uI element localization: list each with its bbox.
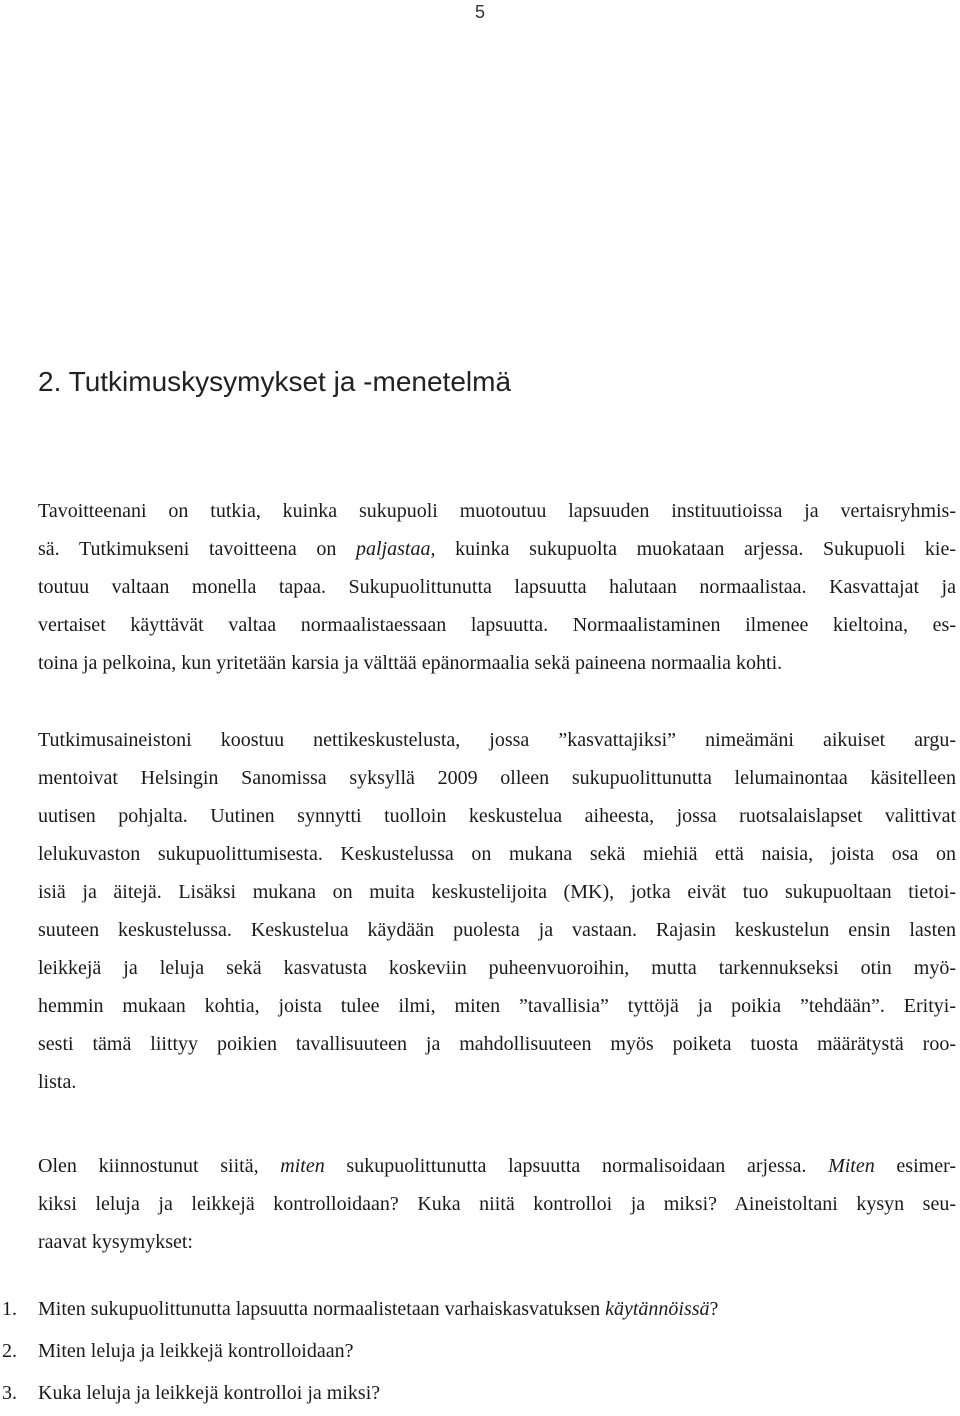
text-span: sä. Tutkimukseni tavoitteena on — [38, 538, 356, 560]
emphasis-text: miten — [280, 1155, 325, 1177]
text-span: esimer- — [874, 1155, 956, 1177]
list-item — [0, 1374, 960, 1416]
text-line: suuteen keskustelussa. Keskustelua käydään puolesta ja vastaan. Rajasin keskustelun ensin lasten — [38, 919, 956, 941]
paragraph-material — [38, 721, 956, 1101]
text-span: Olen kiinnostunut siitä, — [38, 1155, 281, 1177]
text-line: kiksi leluja ja leikkejä kontrolloidaan? Kuka niitä kontrolloi ja miksi? Aineistoltani kysyn seu- — [38, 1193, 956, 1215]
list-number: 2. — [2, 1340, 17, 1362]
text-span: sukupuolittunutta lapsuutta normalisoidaan arjessa. — [324, 1155, 829, 1177]
text-line: Tavoitteenani on tutkia, kuinka sukupuoli muotoutuu lapsuuden instituutioissa ja vertaisryhmis- — [38, 500, 956, 522]
text-line: toutuu valtaan monella tapaa. Sukupuolittunutta lapsuutta halutaan normaalistaa. Kasvattajat ja — [38, 576, 956, 598]
list-number: 3. — [2, 1382, 17, 1404]
emphasis-text: käytännöissä — [605, 1298, 710, 1320]
text-line: uutisen pohjalta. Uutinen synnytti tuolloin keskustelua aiheesta, jossa ruotsalaislapset valittivat — [38, 805, 956, 827]
list-item — [0, 1332, 960, 1374]
emphasis-text: Miten — [828, 1155, 875, 1177]
text-line: toina ja pelkoina, kun yritetään karsia ja välttää epänormaalia sekä paineena normaalia kohti. — [38, 652, 783, 674]
text-line: hemmin mukaan kohtia, joista tulee ilmi, miten ”tavallisia” tyttöjä ja poikia ”tehdään”. Erityi- — [38, 995, 956, 1017]
page-number: 5 — [474, 2, 485, 22]
emphasis-text: paljastaa, — [356, 538, 436, 560]
text-line — [38, 530, 956, 568]
text-line: isiä ja äitejä. Lisäksi mukana on muita keskustelijoita (MK), jotka eivät tuo sukupuoltaan tietoi- — [38, 881, 956, 903]
text-line: raavat kysymykset: — [38, 1231, 193, 1253]
research-questions-list — [0, 1290, 960, 1416]
text-span: Miten sukupuolittunutta lapsuutta normaalistetaan varhaiskasvatuksen — [38, 1298, 606, 1320]
list-item-text: Kuka leluja ja leikkejä kontrolloi ja miksi? — [38, 1382, 381, 1404]
section-heading: 2. Tutkimuskysymykset ja -menetelmä — [38, 366, 512, 397]
text-line: lista. — [38, 1071, 77, 1093]
text-line — [38, 1147, 956, 1185]
list-item-text: Miten leluja ja leikkejä kontrolloidaan? — [38, 1340, 354, 1362]
list-number: 1. — [2, 1298, 17, 1320]
text-line: sesti tämä liittyy poikien tavallisuuteen ja mahdollisuuteen myös poiketa tuosta määrätystä roo- — [38, 1033, 956, 1055]
text-line: mentoivat Helsingin Sanomissa syksyllä 2009 olleen sukupuolittunutta lelumainontaa käsitelleen — [38, 767, 956, 789]
list-item-text — [38, 1290, 718, 1328]
list-item — [0, 1290, 960, 1332]
text-span: ? — [709, 1298, 719, 1320]
text-line: vertaiset käyttävät valtaa normaalistaessaan lapsuutta. Normaalistaminen ilmenee kieltoina, es- — [38, 614, 956, 636]
text-span: kuinka sukupuolta muokataan arjessa. Sukupuoli kie- — [435, 538, 956, 560]
text-line: lelukuvaston sukupuolittumisesta. Keskustelussa on mukana sekä miehiä että naisia, joista osa on — [38, 843, 956, 865]
paragraph-goals — [38, 492, 956, 682]
paragraph-questions-intro — [38, 1147, 956, 1261]
text-line: leikkejä ja leluja sekä kasvatusta koskeviin puheenvuoroihin, mutta tarkennukseksi otin myö- — [38, 957, 956, 979]
text-line: Tutkimusaineistoni koostuu nettikeskustelusta, jossa ”kasvattajiksi” nimeämäni aikuiset argu- — [38, 729, 956, 751]
